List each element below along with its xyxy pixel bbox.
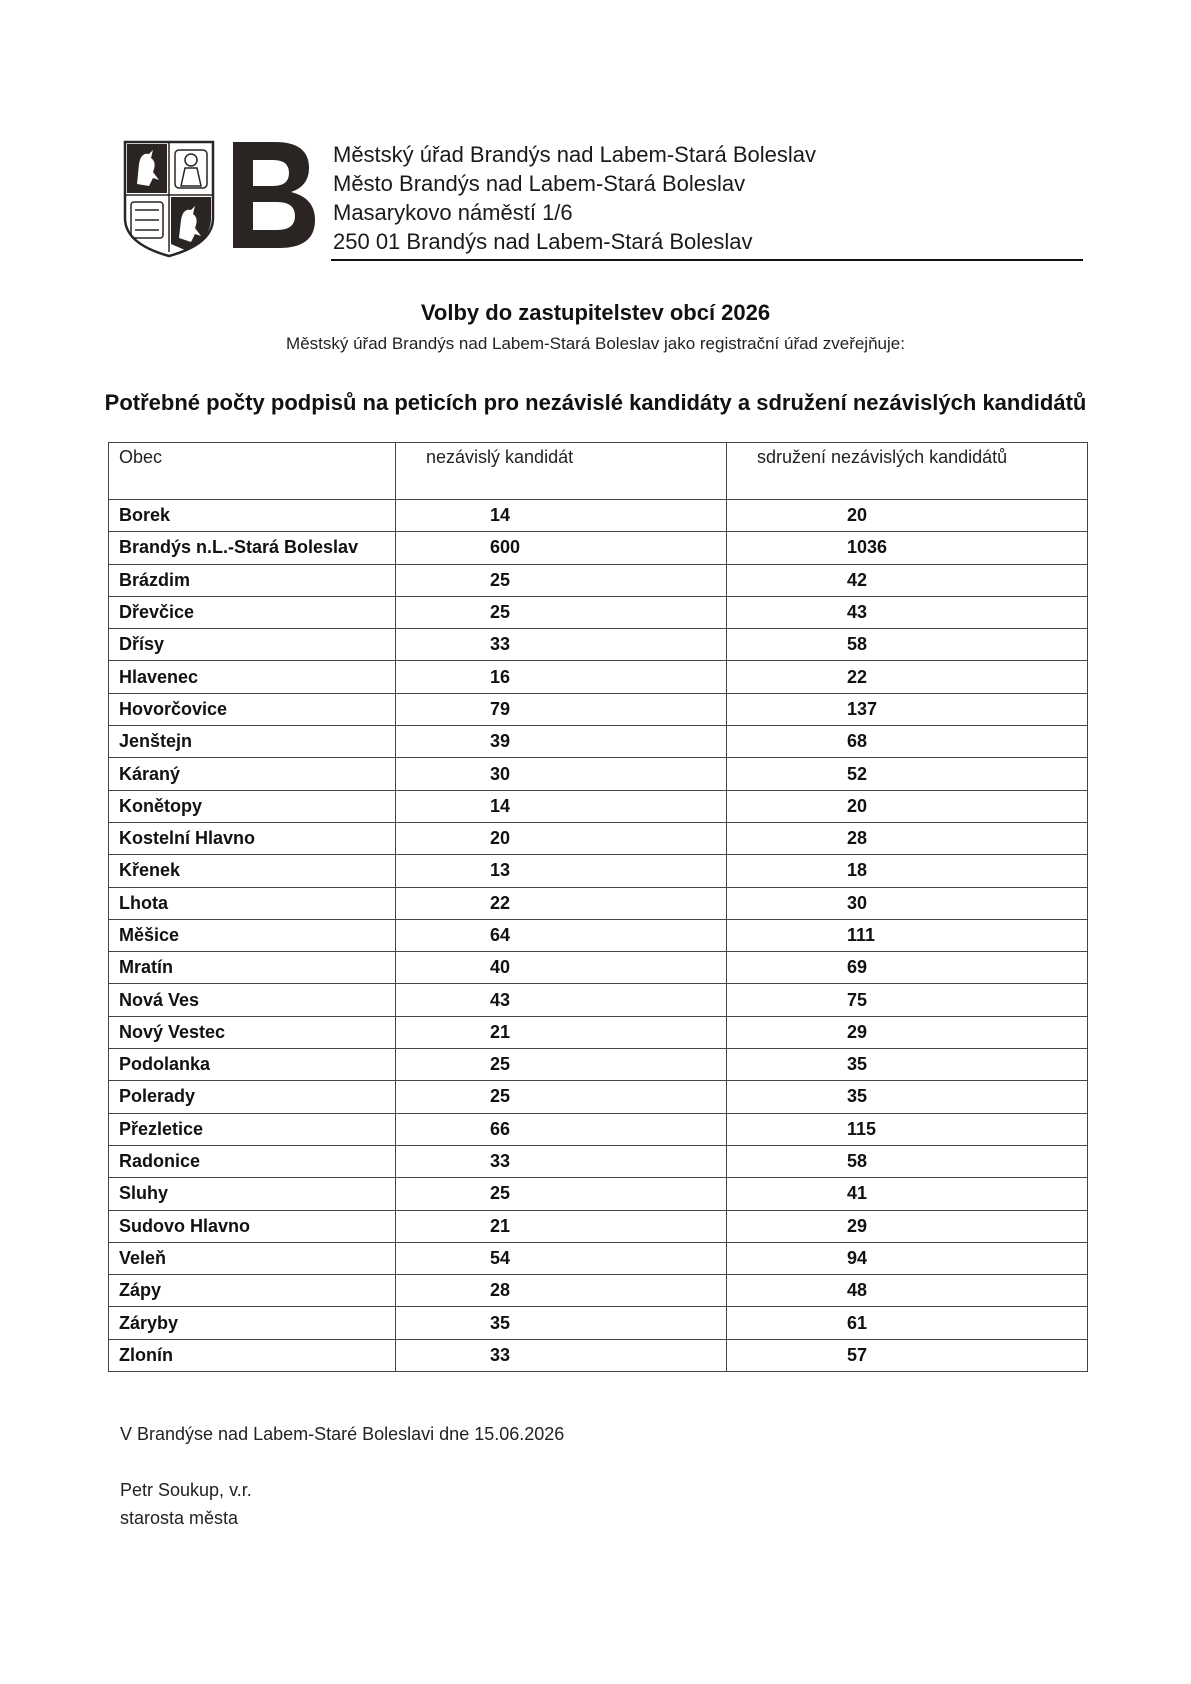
cell-municipality: Polerady	[109, 1081, 396, 1113]
cell-association-count: 75	[727, 984, 1088, 1016]
cell-municipality: Nový Vestec	[109, 1016, 396, 1048]
cell-municipality: Lhota	[109, 887, 396, 919]
cell-association-count: 29	[727, 1016, 1088, 1048]
cell-association-count: 35	[727, 1049, 1088, 1081]
cell-independent-count: 16	[396, 661, 727, 693]
table-row	[109, 1307, 1088, 1339]
cell-association-count: 30	[727, 887, 1088, 919]
table-row	[109, 1339, 1088, 1371]
cell-independent-count: 28	[396, 1275, 727, 1307]
cell-association-count: 20	[727, 500, 1088, 532]
cell-municipality: Hovorčovice	[109, 693, 396, 725]
cell-independent-count: 600	[396, 532, 727, 564]
cell-independent-count: 33	[396, 629, 727, 661]
cell-municipality: Mratín	[109, 952, 396, 984]
cell-municipality: Záryby	[109, 1307, 396, 1339]
cell-municipality: Zápy	[109, 1275, 396, 1307]
cell-independent-count: 22	[396, 887, 727, 919]
table-row	[109, 1113, 1088, 1145]
section-heading: Potřebné počty podpisů na peticích pro nezávislé kandidáty a sdružení nezávislých kandidátů	[104, 390, 1087, 415]
cell-association-count: 111	[727, 919, 1088, 951]
column-header-independent: nezávislý kandidát	[396, 443, 727, 500]
office-address	[333, 140, 816, 256]
cell-independent-count: 21	[396, 1016, 727, 1048]
cell-independent-count: 20	[396, 822, 727, 854]
table-row	[109, 952, 1088, 984]
cell-association-count: 20	[727, 790, 1088, 822]
address-line: Městský úřad Brandýs nad Labem-Stará Boleslav	[333, 142, 817, 167]
table-row	[109, 500, 1088, 532]
table-row	[109, 855, 1088, 887]
signatures-table	[108, 442, 1088, 1372]
cell-association-count: 41	[727, 1178, 1088, 1210]
cell-association-count: 58	[727, 1145, 1088, 1177]
cell-independent-count: 25	[396, 564, 727, 596]
cell-association-count: 57	[727, 1339, 1088, 1371]
header-divider	[331, 259, 1083, 261]
cell-association-count: 68	[727, 726, 1088, 758]
cell-municipality: Konětopy	[109, 790, 396, 822]
table-row	[109, 1049, 1088, 1081]
cell-independent-count: 40	[396, 952, 727, 984]
table-header-row	[109, 443, 1088, 500]
city-coat-of-arms-icon	[123, 140, 215, 258]
table-row	[109, 532, 1088, 564]
cell-association-count: 43	[727, 596, 1088, 628]
cell-municipality: Přezletice	[109, 1113, 396, 1145]
cell-municipality: Křenek	[109, 855, 396, 887]
cell-independent-count: 14	[396, 790, 727, 822]
cell-municipality: Brázdim	[109, 564, 396, 596]
table-row	[109, 693, 1088, 725]
cell-association-count: 48	[727, 1275, 1088, 1307]
cell-municipality: Nová Ves	[109, 984, 396, 1016]
table-row	[109, 984, 1088, 1016]
signatory-role: starosta města	[120, 1508, 239, 1528]
cell-independent-count: 54	[396, 1242, 727, 1274]
table-row	[109, 661, 1088, 693]
table-row	[109, 564, 1088, 596]
cell-municipality: Veleň	[109, 1242, 396, 1274]
table-row	[109, 726, 1088, 758]
table-row	[109, 1145, 1088, 1177]
table-row	[109, 919, 1088, 951]
table-row	[109, 887, 1088, 919]
cell-municipality: Dřísy	[109, 629, 396, 661]
cell-association-count: 137	[727, 693, 1088, 725]
cell-association-count: 28	[727, 822, 1088, 854]
cell-association-count: 94	[727, 1242, 1088, 1274]
address-line: Masarykovo náměstí 1/6	[333, 200, 573, 225]
table-row	[109, 596, 1088, 628]
table-row	[109, 1275, 1088, 1307]
cell-municipality: Jenštejn	[109, 726, 396, 758]
cell-independent-count: 33	[396, 1339, 727, 1371]
document-title: Volby do zastupitelstev obcí 2026	[420, 300, 771, 325]
cell-independent-count: 64	[396, 919, 727, 951]
cell-independent-count: 25	[396, 1049, 727, 1081]
cell-independent-count: 25	[396, 596, 727, 628]
address-line: Město Brandýs nad Labem-Stará Boleslav	[333, 171, 746, 196]
cell-municipality: Zlonín	[109, 1339, 396, 1371]
cell-association-count: 35	[727, 1081, 1088, 1113]
letterhead	[123, 140, 1083, 270]
cell-independent-count: 35	[396, 1307, 727, 1339]
cell-independent-count: 13	[396, 855, 727, 887]
signatory-name: Petr Soukup, v.r.	[120, 1480, 252, 1500]
cell-independent-count: 79	[396, 693, 727, 725]
cell-municipality: Hlavenec	[109, 661, 396, 693]
cell-municipality: Borek	[109, 500, 396, 532]
cell-independent-count: 39	[396, 726, 727, 758]
cell-independent-count: 25	[396, 1178, 727, 1210]
cell-municipality: Podolanka	[109, 1049, 396, 1081]
cell-association-count: 61	[727, 1307, 1088, 1339]
cell-municipality: Radonice	[109, 1145, 396, 1177]
table-row	[109, 790, 1088, 822]
cell-municipality: Sluhy	[109, 1178, 396, 1210]
cell-independent-count: 30	[396, 758, 727, 790]
cell-association-count: 58	[727, 629, 1088, 661]
table-row	[109, 822, 1088, 854]
cell-association-count: 22	[727, 661, 1088, 693]
table-row	[109, 1178, 1088, 1210]
column-header-association: sdružení nezávislých kandidátů	[727, 443, 1088, 500]
cell-municipality: Brandýs n.L.-Stará Boleslav	[109, 532, 396, 564]
table-row	[109, 1081, 1088, 1113]
cell-independent-count: 21	[396, 1210, 727, 1242]
address-line: 250 01 Brandýs nad Labem-Stará Boleslav	[333, 229, 753, 254]
cell-association-count: 18	[727, 855, 1088, 887]
cell-municipality: Kostelní Hlavno	[109, 822, 396, 854]
table-row	[109, 758, 1088, 790]
city-b-logo-icon	[233, 142, 315, 248]
cell-independent-count: 43	[396, 984, 727, 1016]
cell-independent-count: 14	[396, 500, 727, 532]
date-line: V Brandýse nad Labem-Staré Boleslavi dne 15.06.2026	[120, 1424, 565, 1444]
table-row	[109, 1242, 1088, 1274]
cell-association-count: 1036	[727, 532, 1088, 564]
cell-independent-count: 33	[396, 1145, 727, 1177]
cell-municipality: Dřevčice	[109, 596, 396, 628]
document-subtitle: Městský úřad Brandýs nad Labem-Stará Boleslav jako registrační úřad zveřejňuje:	[286, 334, 905, 353]
table-row	[109, 629, 1088, 661]
cell-municipality: Měšice	[109, 919, 396, 951]
cell-association-count: 29	[727, 1210, 1088, 1242]
cell-association-count: 69	[727, 952, 1088, 984]
cell-independent-count: 25	[396, 1081, 727, 1113]
cell-independent-count: 66	[396, 1113, 727, 1145]
table-row	[109, 1210, 1088, 1242]
table-body	[109, 500, 1088, 1372]
column-header-obec: Obec	[109, 443, 396, 500]
cell-association-count: 42	[727, 564, 1088, 596]
cell-association-count: 115	[727, 1113, 1088, 1145]
table-row	[109, 1016, 1088, 1048]
cell-association-count: 52	[727, 758, 1088, 790]
cell-municipality: Sudovo Hlavno	[109, 1210, 396, 1242]
cell-municipality: Káraný	[109, 758, 396, 790]
